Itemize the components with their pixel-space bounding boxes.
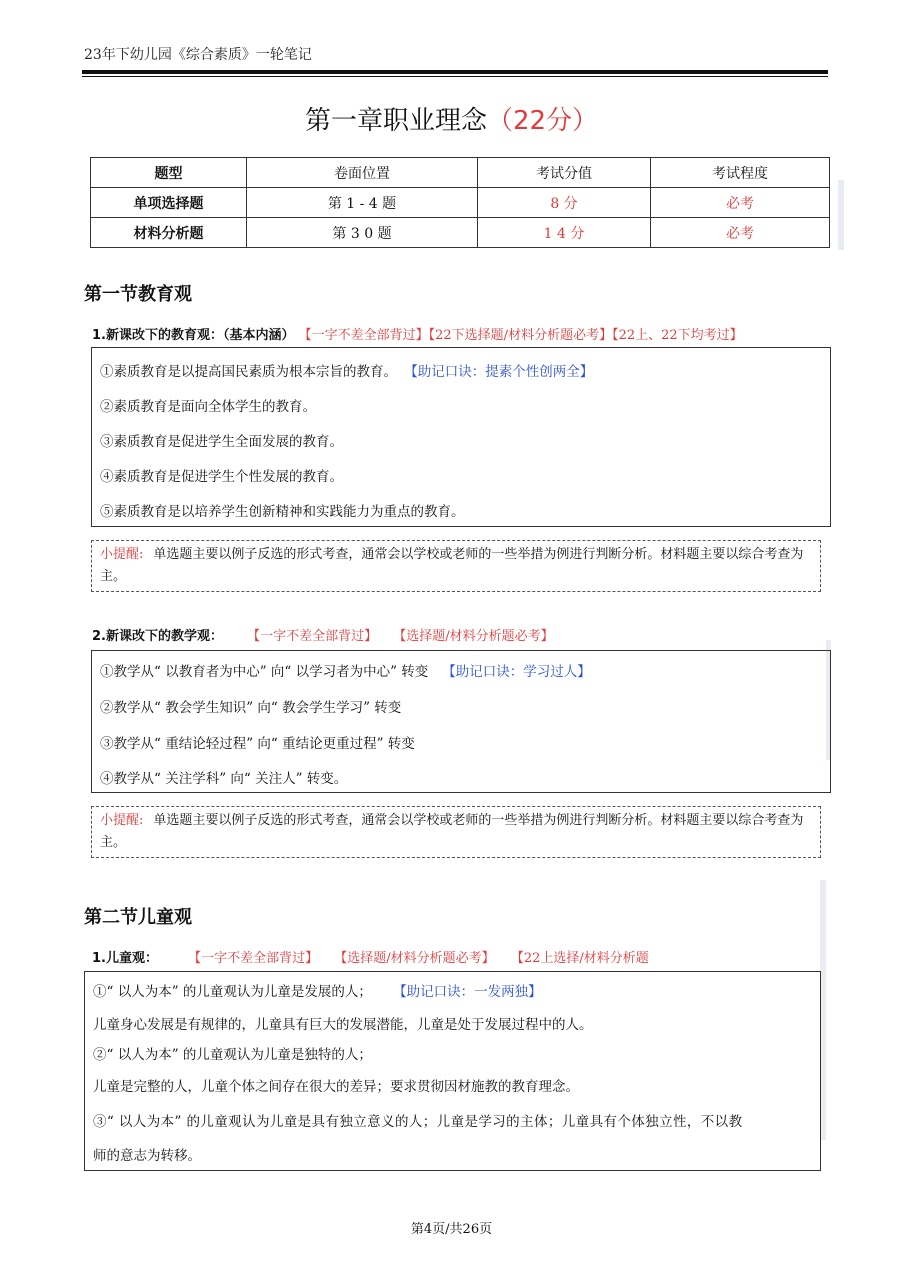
subsection-title-text: 2.新课改下的教学观： bbox=[92, 629, 223, 644]
subsection-title bbox=[92, 947, 649, 966]
content-box bbox=[91, 650, 831, 793]
content-line: ③教学从“ 重结论轻过程” 向“ 重结论更重过程” 转变 bbox=[100, 736, 415, 752]
table-cell: 8 分 bbox=[478, 188, 651, 218]
content-line: ②“ 以人为本” 的儿童观认为儿童是独特的人； bbox=[93, 1047, 372, 1063]
tag-label: 【22下选择题/材料分析题必考】 bbox=[428, 328, 613, 343]
content-line: ⑤素质教育是以培养学生创新精神和实践能力为重点的教育。 bbox=[100, 504, 465, 520]
tag-label: 【一字不差全部背过】 bbox=[247, 629, 378, 644]
mnemonic-hint: 【助记口诀：学习过人】 bbox=[442, 664, 591, 680]
tip-box bbox=[91, 540, 821, 592]
tag-label: 【选择题/材料分析题必考】 bbox=[334, 951, 495, 966]
table-cell: 第 1 - 4 题 bbox=[247, 188, 478, 218]
content-line bbox=[93, 980, 542, 1000]
table-cell: 单项选择题 bbox=[91, 188, 247, 218]
exam-info-table bbox=[90, 157, 830, 248]
chapter-score: （22分） bbox=[486, 106, 599, 136]
table-cell: 必考 bbox=[651, 218, 830, 248]
content-line: 师的意志为转移。 bbox=[93, 1148, 201, 1164]
content-line: 儿童是完整的人，儿童个体之间存在很大的差异；要求贯彻因材施教的教育理念。 bbox=[93, 1079, 579, 1095]
section-title: 第一节教育观 bbox=[84, 284, 192, 305]
tip-label: 小提醒: bbox=[100, 813, 144, 828]
subsection-title-text: 1.新课改下的教育观：（基本内涵） bbox=[92, 328, 295, 343]
background-watermark bbox=[838, 180, 844, 250]
content-line bbox=[100, 660, 591, 680]
header-rule-thin bbox=[82, 76, 828, 77]
tag-label: 【22上选择/材料分析题 bbox=[510, 951, 649, 966]
content-line-text: ①“ 以人为本” 的儿童观认为儿童是发展的人； bbox=[93, 984, 372, 1000]
tip-text: 单选题主要以例子反选的形式考查，通常会以学校或老师的一些举措为例进行判断分析。材料题主要以综合考查为主。 bbox=[100, 813, 804, 850]
table-header-cell: 卷面位置 bbox=[247, 158, 478, 188]
mnemonic-hint: 【助记口诀：一发两独】 bbox=[399, 984, 542, 1000]
table-cell: 材料分析题 bbox=[91, 218, 247, 248]
table-cell: 必考 bbox=[651, 188, 830, 218]
chapter-title-text: 第一章职业理念 bbox=[304, 106, 487, 136]
table-header-row bbox=[91, 158, 830, 188]
table-cell: 1 4 分 bbox=[478, 218, 651, 248]
content-line: ④素质教育是促进学生个性发展的教育。 bbox=[100, 469, 343, 485]
mnemonic-hint: 【助记口诀：提素个性创两全】 bbox=[411, 364, 594, 380]
table-header-cell: 考试程度 bbox=[651, 158, 830, 188]
content-line bbox=[100, 360, 593, 380]
content-line: ④教学从“ 关注学科” 向“ 关注人” 转变。 bbox=[100, 771, 348, 787]
chapter-title bbox=[0, 100, 903, 137]
page-header: 23年下幼儿园《综合素质》一轮笔记 bbox=[84, 47, 312, 63]
section-title: 第二节儿童观 bbox=[84, 907, 192, 928]
table-cell: 第 3 0 题 bbox=[247, 218, 478, 248]
table-row bbox=[91, 218, 830, 248]
content-line-text: ①素质教育是以提高国民素质为根本宗旨的教育。 bbox=[100, 364, 397, 380]
content-box bbox=[84, 971, 821, 1171]
header-rule-thick bbox=[82, 70, 828, 74]
tip-text: 单选题主要以例子反选的形式考查，通常会以学校或老师的一些举措为例进行判断分析。材料题主要以综合考查为主。 bbox=[100, 547, 804, 584]
content-line: ③素质教育是促进学生全面发展的教育。 bbox=[100, 434, 343, 450]
table-header-cell: 考试分值 bbox=[478, 158, 651, 188]
content-line: ②教学从“ 教会学生知识” 向“ 教会学生学习” 转变 bbox=[100, 700, 402, 716]
tip-box bbox=[91, 806, 821, 858]
content-line: 儿童身心发展是有规律的，儿童具有巨大的发展潜能，儿童是处于发展过程中的人。 bbox=[93, 1017, 593, 1033]
subsection-title bbox=[92, 324, 743, 343]
content-box bbox=[91, 347, 831, 527]
page-footer: 第4页/共26页 bbox=[410, 1222, 493, 1237]
content-line-text: ①教学从“ 以教育者为中心” 向“ 以学习者为中心” 转变 bbox=[100, 664, 429, 680]
table-row bbox=[91, 188, 830, 218]
tag-label: 【选择题/材料分析题必考】 bbox=[393, 629, 554, 644]
subsection-title-text: 1.儿童观： bbox=[92, 951, 158, 966]
table-header-cell: 题型 bbox=[91, 158, 247, 188]
tag-label: 【一字不差全部背过】 bbox=[298, 328, 429, 343]
content-line: ②素质教育是面向全体学生的教育。 bbox=[100, 399, 316, 415]
tip-label: 小提醒: bbox=[100, 547, 144, 562]
content-line: ③“ 以人为本” 的儿童观认为儿童是具有独立意义的人；儿童是学习的主体；儿童具有个体独立性，不以教 bbox=[93, 1114, 743, 1130]
tag-label: 【一字不差全部背过】 bbox=[188, 951, 319, 966]
subsection-title bbox=[92, 625, 554, 644]
tag-label: 【22上、22下均考过】 bbox=[612, 328, 743, 343]
